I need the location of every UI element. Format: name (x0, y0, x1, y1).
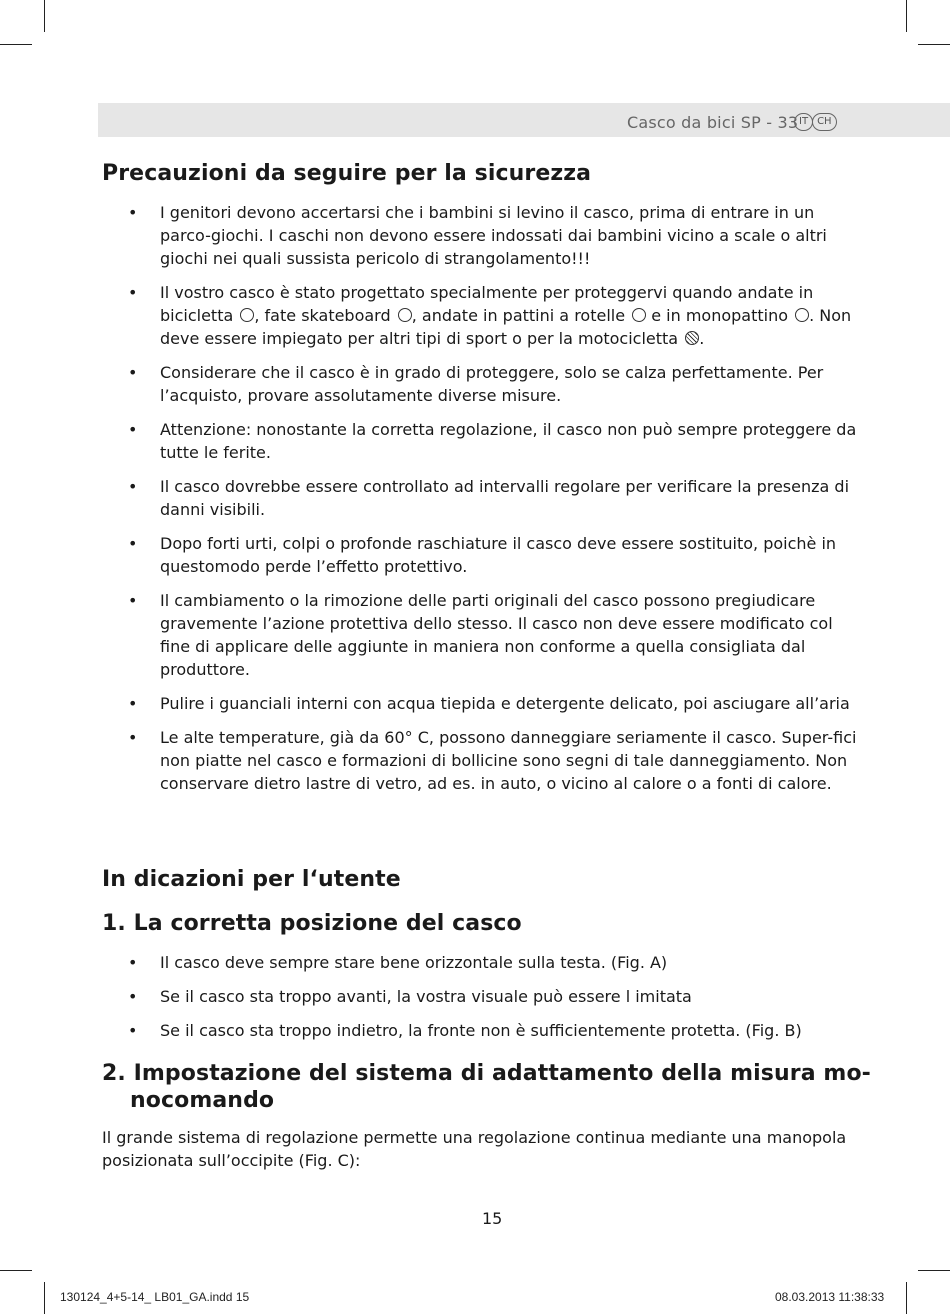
safety-list (128, 201, 858, 806)
sport-text: e in monopattino (646, 306, 794, 325)
badge-it: IT (794, 113, 813, 131)
scooter-icon (795, 308, 809, 322)
crop-mark (918, 1270, 950, 1271)
list-item: • Il cambiamento o la rimozione delle parti originali del casco possono pregiudicare gravemente l’azione protettiva dello stesso. Il casco non deve essere modificato col fine di applicare delle aggiunte in maniera non conforme a quella consigliata dal produttore. (128, 589, 858, 681)
list-item: • Se il casco sta troppo avanti, la vostra visuale può essere l imitata (128, 985, 858, 1008)
crop-mark (906, 0, 907, 32)
slug-file: 130124_4+5-14_ LB01_GA.indd 15 (60, 1290, 250, 1304)
list-item: • Il casco dovrebbe essere controllato ad intervalli regolare per verificare la presenza di danni visibili. (128, 475, 858, 521)
badge-ch: CH (812, 113, 837, 131)
safety-heading: Precauzioni da seguire per la sicurezza (102, 161, 592, 186)
header-title: Casco da bici SP - 33 (627, 113, 799, 132)
no-motorcycle-icon (685, 331, 699, 345)
adjust-heading-line2: nocomando (130, 1088, 275, 1113)
position-list (128, 951, 858, 1053)
skateboard-icon (398, 308, 412, 322)
sport-text: Il vostro casco è stato progettato specialmente per proteggervi quando andate in bicicletta (160, 283, 814, 325)
bicycle-icon (240, 308, 254, 322)
crop-mark (44, 0, 45, 32)
slug-date: 08.03.2013 11:38:33 (775, 1290, 885, 1304)
sport-text: . Non deve essere impiegato per altri tipi di sport o per la motocicletta (160, 306, 852, 348)
adjust-heading-line1: 2. Impostazione del sistema di adattamento della misura mo- (102, 1061, 871, 1086)
roller-skate-icon (632, 308, 646, 322)
list-item: • Il casco deve sempre stare bene orizzontale sulla testa. (Fig. A) (128, 951, 858, 974)
crop-mark (44, 1282, 45, 1314)
list-item: • Dopo forti urti, colpi o profonde raschiature il casco deve essere sostituito, poichè in questomodo perde l’effetto protettivo. (128, 532, 858, 578)
position-heading: 1. La corretta posizione del casco (102, 911, 522, 936)
list-item: • Pulire i guanciali interni con acqua tiepida e detergente delicato, poi asciugare all’aria (128, 692, 858, 715)
list-item: • Se il casco sta troppo indietro, la fronte non è sufficientemente protetta. (Fig. B) (128, 1019, 858, 1042)
list-item: • Le alte temperature, già da 60° C, possono danneggiare seriamente il casco. Super-fici non piatte nel casco e formazioni di bollicine sono segni di tale danneggiamento. Non conservare dietro lastre di vetro, ad es. in auto, o vicino al calore o a fonti di calore. (128, 726, 858, 795)
adjust-heading (102, 1060, 871, 1114)
user-heading: In dicazioni per l‘utente (102, 867, 401, 892)
list-item: • I genitori devono accertarsi che i bambini si levino il casco, prima di entrare in un parco-giochi. I caschi non devono essere indossati dai bambini vicino a scale o altri giochi nei quali sussista pericolo di strangolamento!!! (128, 201, 858, 270)
crop-mark (0, 44, 32, 45)
list-item (128, 281, 858, 350)
language-badges (794, 113, 837, 131)
crop-mark (0, 1270, 32, 1271)
sport-text: , andate in pattini a rotelle (411, 306, 631, 325)
page-number: 15 (482, 1209, 503, 1228)
crop-mark (918, 44, 950, 45)
list-item: • Considerare che il casco è in grado di proteggere, solo se calza perfettamente. Per l’acquisto, provare assolutamente diverse misure. (128, 361, 858, 407)
crop-mark (906, 1282, 907, 1314)
list-item: • Attenzione: nonostante la corretta regolazione, il casco non può sempre proteggere da tutte le ferite. (128, 418, 858, 464)
adjust-paragraph: Il grande sistema di regolazione permette una regolazione continua mediante una manopola posizionata sull’occipite (Fig. C): (102, 1128, 847, 1170)
sport-text: . (699, 329, 705, 348)
sport-text: , fate skateboard (254, 306, 396, 325)
